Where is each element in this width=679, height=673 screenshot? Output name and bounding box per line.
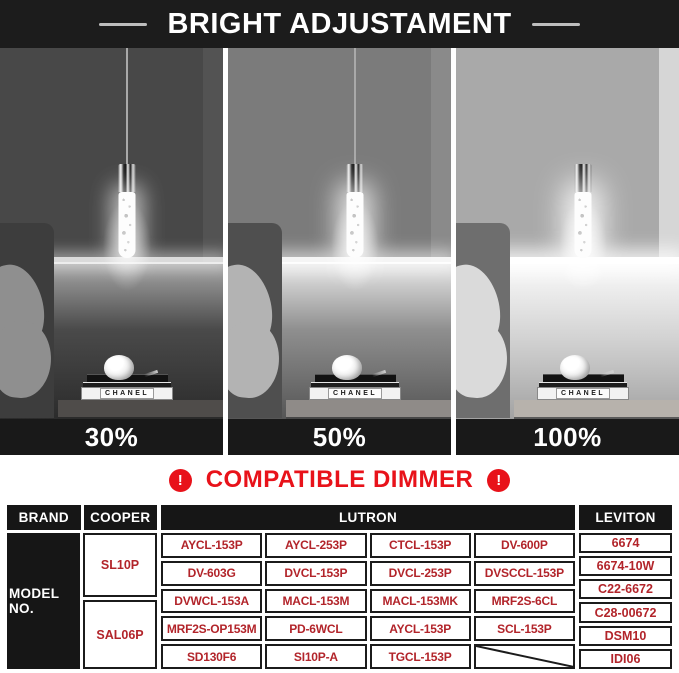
col-header-leviton: LEVITON <box>579 505 672 530</box>
brightness-label-bar <box>0 419 223 455</box>
cooper-model-cell: SAL06P <box>83 600 157 669</box>
lutron-model-cell: DV-600P <box>474 533 575 558</box>
wall-side-column <box>431 48 451 262</box>
lutron-model-cell: MRF2S-OP153M <box>161 616 262 641</box>
lutron-model-cell: SI10P-A <box>265 644 366 669</box>
lutron-model-cell: MACL-153M <box>265 589 366 614</box>
page-title: BRIGHT ADJUSTAMENT <box>167 7 512 40</box>
brightness-label-bar <box>456 419 679 455</box>
lutron-model-cell: PD-6WCL <box>265 616 366 641</box>
panel-30-percent <box>0 48 223 455</box>
crystal-diffuser <box>119 192 136 258</box>
brightness-value: 100% <box>533 421 602 452</box>
lutron-model-cell: DV-603G <box>161 561 262 586</box>
col-header-brand: BRAND <box>7 505 81 530</box>
leviton-model-cell: 6674-10W <box>579 556 672 576</box>
lutron-model-cell: CTCL-153P <box>370 533 471 558</box>
pendant-cord <box>354 48 356 164</box>
decor-shell <box>560 355 590 380</box>
lutron-model-cell: AYCL-153P <box>370 616 471 641</box>
nightstand-top <box>58 400 223 417</box>
banner-dash-right <box>532 23 580 26</box>
chanel-book <box>309 387 401 400</box>
pendant-cord <box>126 48 128 164</box>
section-title: COMPATIBLE DIMMER <box>205 466 474 493</box>
lutron-model-cell: DVCL-153P <box>265 561 366 586</box>
alert-icon: ! <box>169 469 192 492</box>
chanel-book-label: CHANEL <box>556 388 610 399</box>
brand-cooper-block <box>7 505 157 669</box>
panel-50-percent <box>228 48 451 455</box>
lutron-model-cell: TGCL-153P <box>370 644 471 669</box>
compatible-dimmer-heading <box>0 455 679 505</box>
leviton-model-cell: DSM10 <box>579 626 672 646</box>
empty-cell-diagonal <box>474 644 575 669</box>
col-header-cooper: COOPER <box>84 505 158 530</box>
crystal-diffuser <box>347 192 364 258</box>
leviton-block <box>579 505 672 669</box>
crystal-diffuser <box>575 192 592 258</box>
alert-icon: ! <box>487 469 510 492</box>
lutron-model-cell: DVCL-253P <box>370 561 471 586</box>
leviton-model-cell: 6674 <box>579 533 672 553</box>
brightness-value: 50% <box>312 421 367 452</box>
lutron-model-cell: MACL-153MK <box>370 589 471 614</box>
chanel-book-label: CHANEL <box>328 388 382 399</box>
lutron-model-cell: DVWCL-153A <box>161 589 262 614</box>
wall-side-column <box>203 48 223 262</box>
cooper-model-cell: SL10P <box>83 533 157 597</box>
lutron-model-cell: AYCL-253P <box>265 533 366 558</box>
pendant-cord <box>582 48 584 164</box>
nightstand-top <box>286 400 451 417</box>
lutron-model-cell: MRF2S-6CL <box>474 589 575 614</box>
compat-dimmer-table <box>7 505 672 669</box>
wall-side-column <box>659 48 679 262</box>
diagonal-line <box>476 646 573 667</box>
lutron-model-cell: DVSCCL-153P <box>474 561 575 586</box>
decor-shell <box>332 355 362 380</box>
chanel-book-label: CHANEL <box>100 388 154 399</box>
chanel-book <box>537 387 629 400</box>
brightness-label-bar <box>228 419 451 455</box>
decor-shell <box>104 355 134 380</box>
lutron-model-cell: AYCL-153P <box>161 533 262 558</box>
lutron-model-cell: SCL-153P <box>474 616 575 641</box>
leviton-model-cell: C22-6672 <box>579 579 672 599</box>
banner-dash-left <box>99 23 147 26</box>
brightness-panels <box>0 48 679 455</box>
leviton-model-cell: C28-00672 <box>579 602 672 622</box>
nightstand-top <box>514 400 679 417</box>
title-banner <box>0 0 679 48</box>
lutron-block <box>161 505 575 669</box>
panel-100-percent <box>456 48 679 455</box>
col-header-lutron: LUTRON <box>161 505 575 530</box>
row-header-model-no: MODEL NO. <box>7 533 80 669</box>
lutron-model-cell: SD130F6 <box>161 644 262 669</box>
brightness-value: 30% <box>84 421 139 452</box>
leviton-model-cell: IDI06 <box>579 649 672 669</box>
chanel-book <box>81 387 173 400</box>
